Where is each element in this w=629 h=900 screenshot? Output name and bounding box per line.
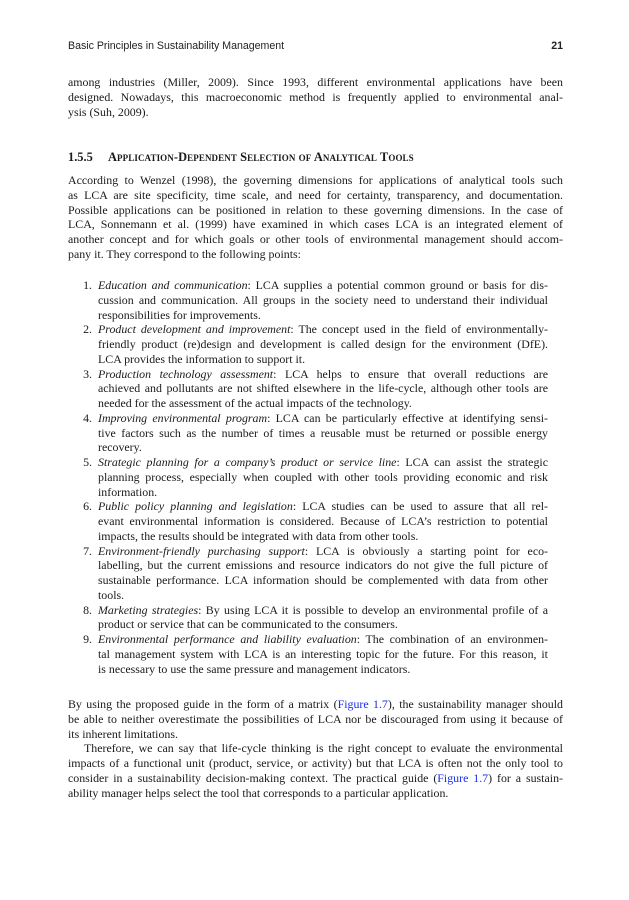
list-item xyxy=(68,278,548,322)
text-line: be able to neither overestimate the possibilities of LCA nor be discouraged from using it because of xyxy=(68,711,563,726)
text-segment: ) for a sustain- xyxy=(488,770,563,785)
list-item-term: Environmental performance and liability evaluation xyxy=(98,632,357,646)
text-line: sustainable performance. LCA information should be complemented with data from other xyxy=(98,573,548,587)
list-item-body xyxy=(98,278,548,322)
text-line: its inherent limitations. xyxy=(68,726,178,741)
text-line: impacts, the results should be integrated with data from other tools. xyxy=(98,528,419,543)
section-number: 1.5.5 xyxy=(68,150,93,164)
text-line: product or service that can be communicated to the consumers. xyxy=(98,617,398,632)
text-segment: : LCA supplies a potential common ground or basis for dis- xyxy=(247,278,549,292)
list-item-term: Product development and improvement xyxy=(98,322,291,337)
running-header xyxy=(68,40,563,52)
text-line: According to Wenzel (1998), the governing dimensions for applications of analytical tools such xyxy=(68,173,563,187)
text-segment: : LCA studies can be used to assure that all rel- xyxy=(292,499,548,514)
text-line xyxy=(68,771,563,786)
list-item-term: Improving environmental program xyxy=(98,410,268,425)
text-line xyxy=(98,455,548,470)
list-item-number: 3. xyxy=(83,366,92,381)
paragraph-matrix xyxy=(68,697,563,800)
list-item-body xyxy=(98,411,548,455)
text-line: planning process, especially when coupled with other tools providing economic and risk xyxy=(98,469,548,484)
list-item-term: Public policy planning and legislation xyxy=(98,499,293,514)
figure-1-7-link[interactable]: Figure 1.7 xyxy=(337,697,388,711)
text-segment: : LCA can assist the strategic xyxy=(396,455,548,469)
section-title: Application-Dependent Selection of Analytical Tools xyxy=(108,150,414,164)
text-line: LCA, Sonnemann et al. (1999) have examined in which cases LCA is an integrated element of xyxy=(68,217,563,232)
text-line: information. xyxy=(98,484,158,499)
list-item xyxy=(68,455,548,499)
list-item-number: 5. xyxy=(83,455,92,469)
applications-list xyxy=(68,278,548,676)
text-line xyxy=(68,697,563,712)
text-line: achieved and pollutants are not shifted elsewhere in the life-cycle, although other tools are xyxy=(98,381,548,396)
list-item-body xyxy=(98,603,548,633)
text-line: friendly product (re)design and development is called design for the environment (DfE). xyxy=(98,337,548,351)
text-segment: : The combination of an environmen- xyxy=(356,632,548,646)
list-item xyxy=(68,603,548,633)
text-segment: : LCA helps to ensure that overall reductions are xyxy=(273,366,548,381)
text-line: pany it. They correspond to the following points: xyxy=(68,246,301,261)
list-item xyxy=(68,544,548,603)
text-line: Therefore, we can say that life-cycle thinking is the right concept to evaluate the environmental xyxy=(84,741,563,756)
list-item xyxy=(68,367,548,411)
text-line: tive factors such as the number of times a reusable must be returned or possible energy xyxy=(98,425,548,440)
text-line xyxy=(98,603,548,618)
text-line xyxy=(98,278,548,293)
text-line: ability manager helps select the tool that corresponds to a particular application. xyxy=(68,785,449,800)
list-item-term: Environment-friendly purchasing support xyxy=(98,543,305,558)
list-item-body xyxy=(98,499,548,543)
section-heading xyxy=(68,150,414,165)
list-item-number: 8. xyxy=(83,602,92,617)
list-item-term: Strategic planning for a company’s product or service line xyxy=(98,455,397,469)
list-item-body xyxy=(98,632,548,676)
text-segment: : LCA can be particularly effective at identifying sensi- xyxy=(267,410,549,425)
text-line: responsibilities for improvements. xyxy=(98,307,261,322)
list-item-term: Production technology assessment xyxy=(98,366,274,381)
text-line xyxy=(98,367,548,382)
list-item xyxy=(68,499,548,543)
text-line: labelling, but the current emissions and resource indicators do not give the full picture of xyxy=(98,558,548,573)
text-line: tal management system with LCA is an interesting topic for the future. For this reason, it xyxy=(98,646,548,661)
text-line: impacts of a functional unit (product, service, or activity) but that LCA is often not the only tool to xyxy=(68,756,563,770)
list-item-body xyxy=(98,322,548,366)
list-item-number: 2. xyxy=(83,322,92,337)
text-line: designed. Nowadays, this macroeconomic method is frequently applied to environmental anal- xyxy=(68,89,563,104)
paragraph-intro xyxy=(68,75,563,119)
text-segment: consider in a sustainability decision-making context. The practical guide ( xyxy=(68,770,438,785)
text-line: tools. xyxy=(98,587,125,602)
page-number: 21 xyxy=(551,40,563,52)
list-item-term: Education and communication xyxy=(98,278,248,292)
text-line: ysis (Suh, 2009). xyxy=(68,104,149,119)
text-line xyxy=(98,632,548,647)
list-item-number: 4. xyxy=(83,410,92,425)
list-item xyxy=(68,632,548,676)
text-line: among industries (Miller, 2009). Since 1993, different environmental applications have been xyxy=(68,75,563,89)
text-segment: : The concept used in the field of environmentally- xyxy=(290,322,548,337)
text-line: LCA provides the information to support it. xyxy=(98,351,306,366)
text-line xyxy=(98,322,548,337)
list-item-number: 1. xyxy=(83,278,92,292)
figure-1-7-link[interactable]: Figure 1.7 xyxy=(437,770,489,785)
text-line: another concept and for which goals or other tools of environmental management should accom- xyxy=(68,232,563,246)
running-header-title: Basic Principles in Sustainability Management xyxy=(68,40,285,52)
list-item-body xyxy=(98,455,548,499)
paragraph-wenzel xyxy=(68,173,563,262)
text-line: Possible applications can be positioned in relation to these governing dimensions. In the case of xyxy=(68,202,563,217)
text-line: needed for the assessment of the actual impacts of the technology. xyxy=(98,396,412,410)
list-item-body xyxy=(98,544,548,603)
list-item xyxy=(68,322,548,366)
text-line xyxy=(98,499,548,514)
text-line: as LCA are site specificity, time scale, and need for certainty, transparency, and documentation. xyxy=(68,187,563,202)
text-segment: By using the proposed guide in the form of a matrix ( xyxy=(68,697,338,711)
list-item-number: 9. xyxy=(83,632,92,646)
text-line: evant environmental information is considered. Because of LCA’s restriction to potential xyxy=(98,514,548,528)
list-item-body xyxy=(98,367,548,411)
text-line: recovery. xyxy=(98,440,142,455)
list-item-number: 6. xyxy=(83,499,92,514)
text-segment: ), the sustainability manager should xyxy=(387,697,563,711)
text-line: is necessary to use the same pressure and management indicators. xyxy=(98,661,411,676)
text-line xyxy=(98,544,548,559)
text-segment: : By using LCA it is possible to develop an environmental profile of a xyxy=(198,602,548,617)
text-line: cussion and communication. All groups in the society need to understand their individual xyxy=(98,292,548,307)
list-item-number: 7. xyxy=(83,543,92,558)
text-segment: : LCA is obviously a starting point for eco- xyxy=(304,543,548,558)
text-line xyxy=(98,411,548,426)
list-item-term: Marketing strategies xyxy=(98,602,199,617)
list-item xyxy=(68,411,548,455)
